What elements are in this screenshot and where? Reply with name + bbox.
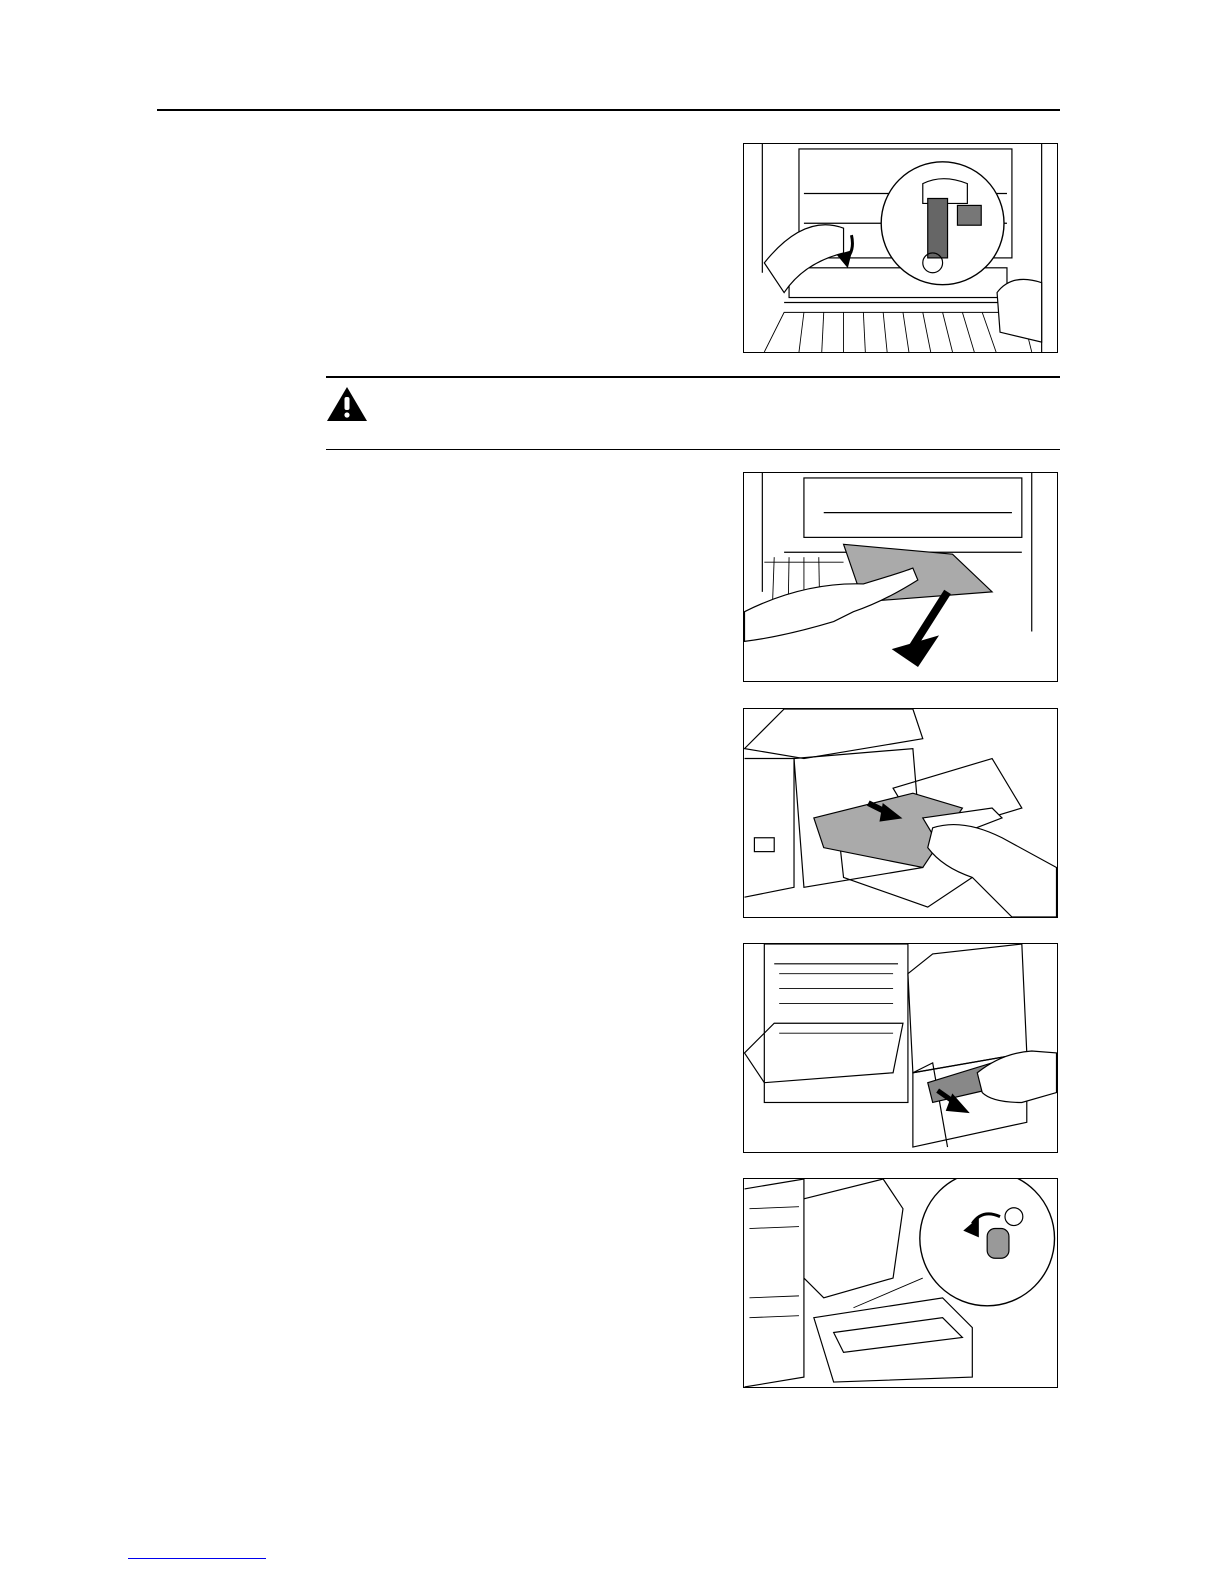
figure-pull-out-cassette	[743, 943, 1058, 1153]
figure-pull-paper-fuser	[743, 472, 1058, 682]
cassette-knob-turn-illustration	[744, 1179, 1057, 1387]
warning-triangle-icon	[326, 386, 368, 422]
figure-cassette-knob	[743, 1178, 1058, 1388]
remove-paper-from-mp-tray-illustration	[744, 709, 1057, 917]
pull-out-cassette-illustration	[744, 944, 1057, 1152]
pull-paper-from-fuser-illustration	[744, 473, 1057, 681]
caution-bottom-rule	[326, 449, 1060, 450]
fuser-unit-lever-illustration	[744, 144, 1057, 352]
figure-fuser-lever	[743, 143, 1058, 353]
figure-mp-tray-paper	[743, 708, 1058, 918]
header-rule	[157, 109, 1060, 111]
footer-link-underline	[128, 1558, 266, 1559]
caution-top-rule	[326, 376, 1060, 378]
